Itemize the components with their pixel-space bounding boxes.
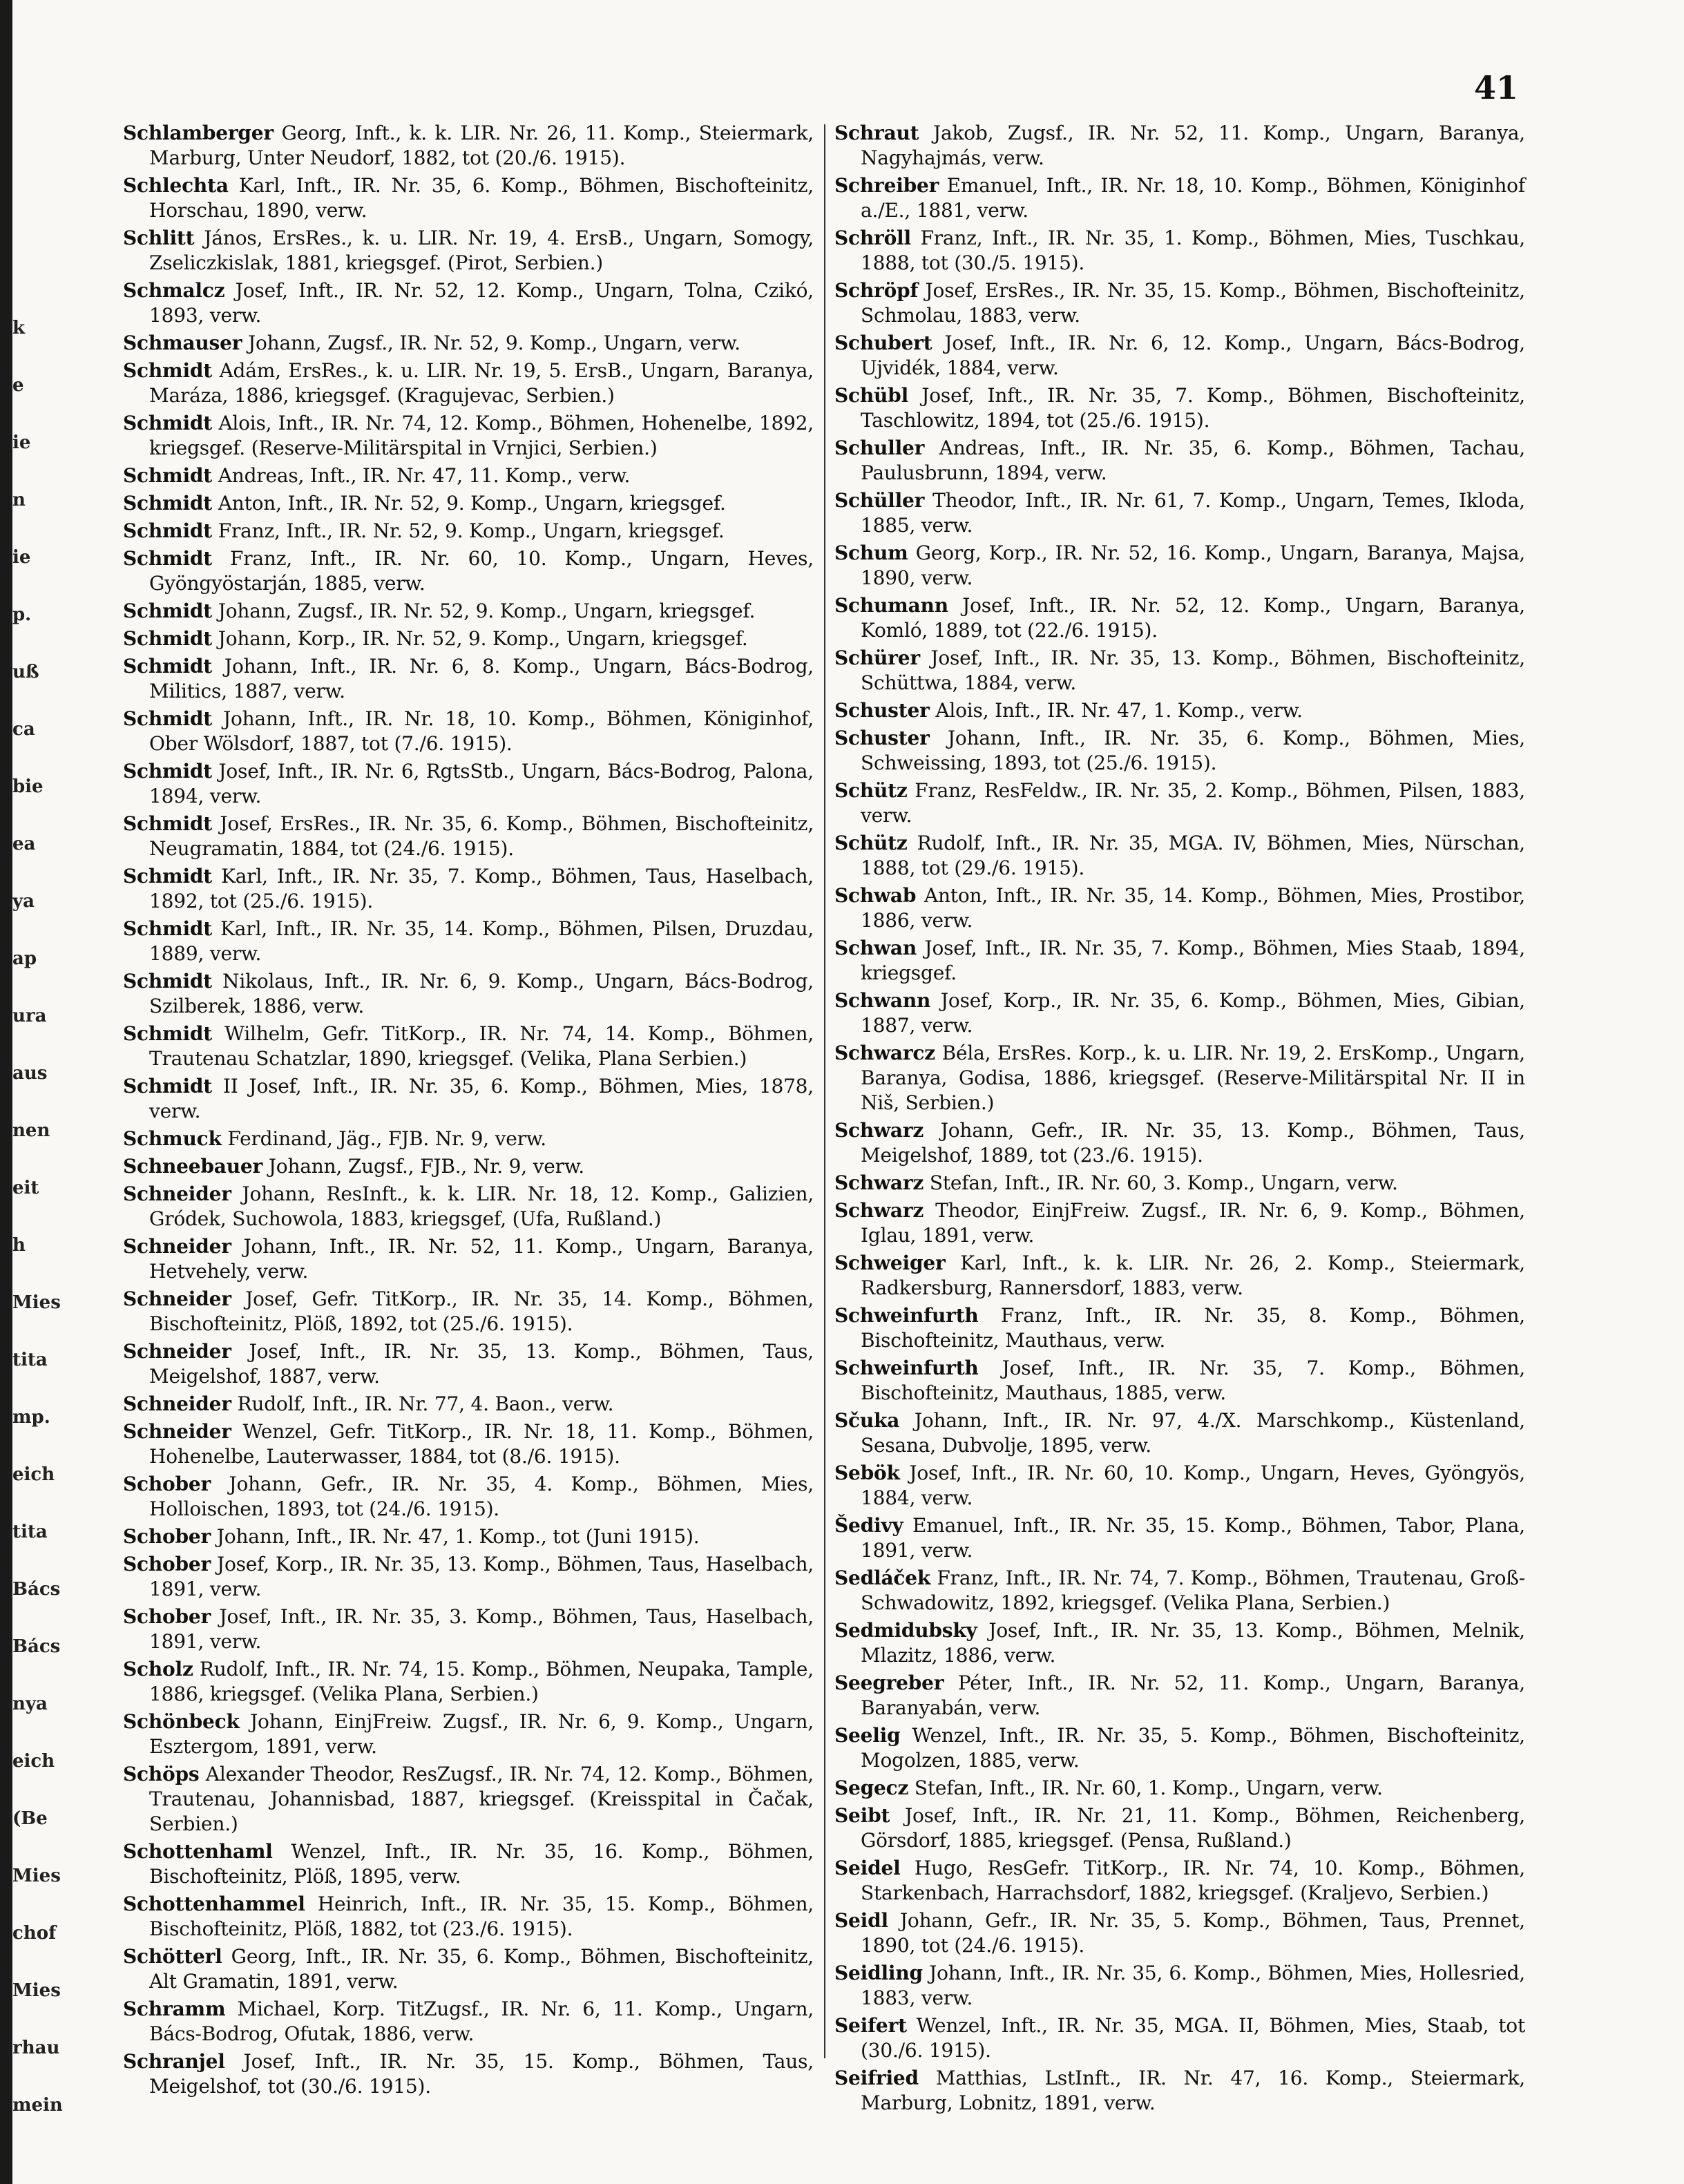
casualty-entry [123,1709,814,1759]
entry-details: Josef, Korp., IR. Nr. 35, 6. Komp., Böhmen, Mies, Gibian, 1887, verw. [861,989,1525,1037]
entry-details: Johann, Gefr., IR. Nr. 35, 13. Komp., Böhmen, Taus, Meigelshof, 1889, tot (23./6. 1915). [861,1119,1525,1167]
entry-surname: Schraut [834,122,919,144]
margin-fragment: tita [12,1350,48,1370]
entry-details: Josef, Inft., IR. Nr. 52, 12. Komp., Ungarn, Tolna, Czikó, 1893, verw. [149,279,814,327]
entry-details: Rudolf, Inft., IR. Nr. 74, 15. Komp., Böhmen, Neupaka, Tample, 1886, kriegsgef. (Velika Plana, Serbien.) [149,1658,814,1705]
casualty-entry [834,1041,1525,1115]
margin-fragment: h [12,1235,26,1256]
casualty-entry [834,1356,1525,1406]
margin-fragment: Bács [12,1579,61,1600]
entry-details: Josef, Inft., IR. Nr. 6, 12. Komp., Ungarn, Bács-Bodrog, Ujvidék, 1884, verw. [861,332,1525,379]
margin-fragment: eich [12,1751,55,1772]
column-divider [824,124,825,2058]
entry-details: Josef, Inft., IR. Nr. 35, 7. Komp., Böhmen, Bischofteinitz, Mauthaus, 1885, verw. [861,1357,1525,1404]
casualty-entry [834,698,1525,723]
entry-details: Josef, Inft., IR. Nr. 35, 13. Komp., Böhmen, Melnik, Mlazitz, 1886, verw. [861,1619,1525,1667]
entry-details: Nikolaus, Inft., IR. Nr. 6, 9. Komp., Ungarn, Bács-Bodrog, Szilberek, 1886, verw. [149,970,814,1017]
entry-details: Josef, Gefr. TitKorp., IR. Nr. 35, 14. Komp., Böhmen, Bischofteinitz, Plöß, 1892, tot (25./6. 1915). [149,1287,814,1335]
margin-fragment: nya [12,1694,48,1714]
casualty-entry [123,917,814,966]
entry-details: Johann, Inft., IR. Nr. 47, 1. Komp., tot (Juni 1915). [216,1525,700,1548]
casualty-entry [123,1127,814,1151]
casualty-entry [123,358,814,408]
casualty-entry [834,831,1525,881]
casualty-entry [834,1198,1525,1248]
margin-fragment: ya [12,891,35,912]
casualty-entry [123,278,814,328]
entry-surname: Schmidt [123,970,213,993]
entry-surname: Seibt [834,1804,890,1827]
entry-surname: Schuster [834,699,930,722]
entry-details: Franz, Inft., IR. Nr. 52, 9. Komp., Ungarn, kriegsgef. [218,519,725,542]
entry-surname: Schlitt [123,227,195,249]
casualty-entry [123,969,814,1019]
entry-surname: Schmidt [123,627,213,650]
entry-surname: Schober [123,1553,211,1575]
entry-details: Andreas, Inft., IR. Nr. 35, 6. Komp., Böhmen, Tachau, Paulusbrunn, 1894, verw. [861,437,1526,484]
entry-details: Wenzel, Gefr. TitKorp., IR. Nr. 18, 11. Komp., Böhmen, Hohenelbe, Lauterwasser, 1884, tot (8./6. 1915). [149,1420,814,1468]
entry-details: Johann, Zugsf., IR. Nr. 52, 9. Komp., Ungarn, kriegsgef. [218,600,756,622]
margin-fragment: chof [12,1923,57,1944]
entry-surname: Schlamberger [123,122,274,144]
entry-surname: Schwarz [834,1119,924,1142]
casualty-entry [123,121,814,171]
entry-details: Franz, ResFeldw., IR. Nr. 35, 2. Komp., Böhmen, Pilsen, 1883, verw. [861,779,1525,827]
margin-fragment: Mies [12,1980,61,2001]
casualty-entry [834,1513,1525,1563]
entry-details: Johann, Zugsf., FJB., Nr. 9, verw. [268,1155,584,1178]
casualty-entry [834,226,1525,276]
entry-surname: Schmidt [123,492,213,515]
margin-fragment: bie [12,776,44,797]
casualty-entry [834,2066,1525,2116]
entry-details: Johann, Inft., IR. Nr. 52, 11. Komp., Ungarn, Baranya, Hetvehely, verw. [149,1235,814,1283]
margin-fragment: (Be [12,1808,48,1829]
entry-details: Alexander Theodor, ResZugsf., IR. Nr. 74, 12. Komp., Böhmen, Trautenau, Johannisbad, 1887, kriegsgef. (Kreisspital in Čačak, Serbien.) [149,1763,814,1835]
casualty-entry [123,519,814,544]
entry-surname: Schottenhammel [123,1893,305,1915]
entry-surname: Sedmidubsky [834,1619,977,1642]
entry-details: Andreas, Inft., IR. Nr. 47, 11. Komp., verw. [218,464,631,487]
entry-surname: Schneider [123,1340,231,1363]
entry-details: Theodor, EinjFreiw. Zugsf., IR. Nr. 6, 9. Komp., Böhmen, Iglau, 1891, verw. [861,1199,1525,1247]
casualty-entry [834,593,1525,643]
entry-surname: Seidl [834,1909,888,1932]
margin-fragment: n [12,490,26,510]
entry-surname: Schwab [834,884,917,907]
casualty-entry [834,1118,1525,1168]
entry-details: Georg, Inft., IR. Nr. 35, 6. Komp., Böhmen, Bischofteinitz, Alt Gramatin, 1891, verw. [149,1945,814,1993]
margin-fragment: ca [12,719,35,740]
casualty-entry [834,1671,1525,1721]
entry-details: Franz, Inft., IR. Nr. 74, 7. Komp., Böhmen, Trautenau, Groß-Schwadowitz, 1892, kriegsgef. (Velika Plana, Serbien.) [861,1567,1525,1614]
margin-fragment: eich [12,1464,55,1485]
entry-details: Matthias, LstInft., IR. Nr. 47, 16. Komp., Steiermark, Marburg, Lobnitz, 1891, verw. [861,2067,1525,2114]
margin-fragment: Bács [12,1636,61,1657]
entry-details: Josef, Inft., IR. Nr. 35, 13. Komp., Böhmen, Taus, Meigelshof, 1887, verw. [149,1340,814,1388]
margin-fragment: ie [12,547,31,568]
entry-details: Josef, ErsRes., IR. Nr. 35, 6. Komp., Böhmen, Bischofteinitz, Neugramatin, 1884, tot (24./6. 1915). [149,812,814,860]
entry-surname: Schottenhaml [123,1840,273,1863]
casualty-entry [123,599,814,624]
casualty-entry [834,331,1525,381]
entry-details: Josef, Inft., IR. Nr. 6, RgtsStb., Ungarn, Bács-Bodrog, Palona, 1894, verw. [149,760,814,807]
casualty-entry [834,1961,1525,2011]
margin-fragment: tita [12,1522,48,1542]
entry-details: Karl, Inft., k. k. LIR. Nr. 26, 2. Komp., Steiermark, Radkersburg, Rannersdorf, 1883, verw. [861,1252,1525,1299]
entry-surname: Schmidt [123,760,213,783]
adjacent-page-margin [12,0,63,2184]
entry-surname: Schwarz [834,1171,924,1194]
entry-details: Johann, Inft., IR. Nr. 35, 6. Komp., Böhmen, Mies, Schweissing, 1893, tot (25./6. 1915). [861,727,1525,774]
entry-details: Heinrich, Inft., IR. Nr. 35, 15. Komp., Böhmen, Bischofteinitz, Plöß, 1882, tot (23./6. 1915). [149,1893,814,1940]
entry-surname: Schütz [834,779,908,802]
entry-details: Johann, Korp., IR. Nr. 52, 9. Komp., Ungarn, kriegsgef. [218,627,748,650]
margin-fragment: mein [12,2095,63,2116]
margin-fragment: ie [12,432,31,453]
entry-surname: Scholz [123,1658,193,1680]
entry-details: Georg, Korp., IR. Nr. 52, 16. Komp., Ungarn, Baranya, Majsa, 1890, verw. [861,542,1526,589]
casualty-entry [123,1182,814,1232]
casualty-entry [123,1154,814,1179]
casualty-entry [123,812,814,861]
entry-surname: Schmidt [123,600,213,622]
casualty-entry [834,726,1525,776]
entry-details: Wenzel, Inft., IR. Nr. 35, 5. Komp., Böhmen, Bischofteinitz, Mogolzen, 1885, verw. [861,1724,1525,1772]
casualty-entry [123,626,814,651]
entry-surname: Schröpf [834,279,919,302]
entry-surname: Seidel [834,1857,901,1879]
casualty-entry [123,1339,814,1389]
entry-surname: Schmidt [123,917,213,940]
casualty-entry [123,1419,814,1469]
entry-details: Johann, Inft., IR. Nr. 18, 10. Komp., Böhmen, Königinhof, Ober Wölsdorf, 1887, tot (7./6. 1915). [149,707,814,755]
entry-details: Rudolf, Inft., IR. Nr. 35, MGA. IV, Böhmen, Mies, Nürschan, 1888, tot (29./6. 1915). [861,832,1526,879]
entry-surname: Schneebauer [123,1155,263,1178]
casualty-entry [834,1303,1525,1353]
entry-details: Stefan, Inft., IR. Nr. 60, 3. Komp., Ungarn, verw. [929,1171,1398,1194]
entry-details: Josef, Inft., IR. Nr. 35, 15. Komp., Böhmen, Taus, Meigelshof, tot (30./6. 1915). [149,2050,814,2098]
casualty-entry [834,1251,1525,1301]
casualty-entry [123,1762,814,1837]
casualty-entry [834,1566,1525,1616]
entry-surname: Schober [123,1605,211,1628]
entry-surname: Schmidt [123,547,213,570]
casualty-entry [834,1856,1525,1906]
casualty-entry [123,491,814,516]
casualty-entry [834,988,1525,1038]
right-column [834,121,1525,2118]
entry-details: Adám, ErsRes., k. u. LIR. Nr. 19, 5. ErsB., Ungarn, Baranya, Maráza, 1886, kriegsgef. (Kragujevac, Serbien.) [149,359,814,407]
entry-details: Emanuel, Inft., IR. Nr. 18, 10. Komp., Böhmen, Königinhof a./E., 1881, verw. [861,174,1525,222]
entry-details: Johann, ResInft., k. k. LIR. Nr. 18, 12. Komp., Galizien, Gródek, Suchowola, 1883, kriegsgef, (Ufa, Rußland.) [149,1182,814,1230]
casualty-entry [834,1408,1525,1458]
entry-surname: Schranjel [123,2050,225,2073]
casualty-entry [123,1997,814,2047]
casualty-entry [123,707,814,756]
casualty-entry [834,778,1525,828]
entry-details: János, ErsRes., k. u. LIR. Nr. 19, 4. ErsB., Ungarn, Somogy, Zseliczkislak, 1881, kriegsgef. (Pirot, Serbien.) [149,227,814,274]
margin-fragment: nen [12,1120,50,1141]
margin-fragment: k [12,318,26,338]
entry-details: Johann, Gefr., IR. Nr. 35, 4. Komp., Böhmen, Mies, Holloischen, 1893, tot (24./6. 1915). [149,1473,814,1520]
entry-details: Josef, Inft., IR. Nr. 35, 13. Komp., Böhmen, Bischofteinitz, Schüttwa, 1884, verw. [861,646,1526,694]
entry-surname: Schubert [834,332,932,354]
entry-details: Alois, Inft., IR. Nr. 74, 12. Komp., Böhmen, Hohenelbe, 1892, kriegsgef. (Reserve-Militärspital in Vrnjici, Serbien.) [149,412,814,459]
entry-surname: Seelig [834,1724,901,1747]
entry-details: Josef, ErsRes., IR. Nr. 35, 15. Komp., Böhmen, Bischofteinitz, Schmolau, 1883, verw. [861,279,1525,327]
entry-surname: Schweiger [834,1252,946,1274]
entry-surname: Schneider [123,1182,231,1205]
entry-surname: Schuller [834,437,925,459]
page-binding-edge [0,0,12,2184]
entry-surname: Schramm [123,1998,226,2020]
casualty-entry [123,1657,814,1707]
casualty-entry [834,1461,1525,1511]
entry-details: Anton, Inft., IR. Nr. 35, 14. Komp., Böhmen, Mies, Prostibor, 1886, verw. [861,884,1525,932]
entry-details: Wilhelm, Gefr. TitKorp., IR. Nr. 74, 14. Komp., Böhmen, Trautenau Schatzlar, 1890, kriegsgef. (Velika, Plana Serbien.) [149,1022,814,1070]
entry-details: Ferdinand, Jäg., FJB. Nr. 9, verw. [227,1127,546,1150]
margin-fragment: Mies [12,1292,61,1313]
entry-surname: Segecz [834,1776,909,1799]
entry-surname: Schmidt [123,464,213,487]
casualty-entry [834,436,1525,486]
casualty-entry [123,1839,814,1889]
entry-details: Wenzel, Inft., IR. Nr. 35, 16. Komp., Böhmen, Bischofteinitz, Plöß, 1895, verw. [149,1840,814,1888]
casualty-entry [123,864,814,914]
casualty-entry [834,1618,1525,1668]
margin-fragment: aus [12,1063,48,1084]
entry-surname: Schmidt [123,655,213,678]
margin-fragment: Mies [12,1866,61,1886]
casualty-entry [123,1524,814,1549]
entry-surname: Seidling [834,1962,923,1984]
casualty-entry [123,1472,814,1522]
entry-surname: Schwann [834,989,931,1012]
entry-surname: Schröll [834,227,911,249]
entry-details: Anton, Inft., IR. Nr. 52, 9. Komp., Ungarn, kriegsgef. [218,492,726,515]
entry-surname: Schönbeck [123,1710,240,1733]
entry-surname: Seifried [834,2067,919,2089]
casualty-entry [834,383,1525,433]
casualty-entry [123,463,814,488]
entry-surname: Schmauser [123,332,242,354]
entry-details: Johann, Zugsf., IR. Nr. 52, 9. Komp., Ungarn, verw. [248,332,740,354]
entry-details: Josef, Inft., IR. Nr. 35, 7. Komp., Böhmen, Bischofteinitz, Taschlowitz, 1894, tot (25./6. 1915). [861,384,1525,432]
margin-fragment: e [12,375,24,396]
entry-details: Johann, Inft., IR. Nr. 97, 4./X. Marschkomp., Küstenland, Sesana, Dubvolje, 1895, verw. [861,1409,1526,1457]
entry-details: Stefan, Inft., IR. Nr. 60, 1. Komp., Ungarn, verw. [914,1776,1383,1799]
entry-surname: Schneider [123,1420,231,1443]
entry-surname: Schüller [834,489,925,512]
entry-surname: Schürer [834,646,920,669]
entry-surname: Schmidt [123,519,213,542]
casualty-entry [834,2013,1525,2063]
entry-details: Karl, Inft., IR. Nr. 35, 6. Komp., Böhmen, Bischofteinitz, Horschau, 1890, verw. [149,174,814,222]
casualty-entry [834,883,1525,933]
casualty-entry [834,1803,1525,1853]
entry-details: Josef, Inft., IR. Nr. 35, 7. Komp., Böhmen, Mies Staab, 1894, kriegsgef. [861,937,1525,984]
entry-surname: Schumann [834,594,948,617]
entry-surname: Schum [834,542,908,564]
casualty-entry [834,488,1525,538]
casualty-entry [123,1892,814,1942]
margin-fragment: ap [12,948,37,969]
entry-details: Alois, Inft., IR. Nr. 47, 1. Komp., verw. [935,699,1303,722]
entry-surname: Seegreber [834,1671,944,1694]
casualty-entry [123,1022,814,1071]
margin-fragment: ura [12,1006,47,1026]
entry-surname: Sebök [834,1462,900,1484]
entry-surname: Schweinfurth [834,1304,979,1327]
casualty-entry [123,1234,814,1284]
entry-surname: Schmidt [123,1075,213,1098]
margin-fragment: eit [12,1178,39,1198]
casualty-entry [123,331,814,356]
left-column [123,121,814,2102]
casualty-entry [123,759,814,809]
casualty-entry [123,1392,814,1417]
entry-surname: Schmidt [123,865,213,888]
entry-details: Rudolf, Inft., IR. Nr. 77, 4. Baon., verw. [237,1392,614,1415]
casualty-entry [834,1723,1525,1773]
casualty-entry [834,541,1525,591]
casualty-entry [123,1944,814,1994]
entry-surname: Schmalcz [123,279,225,302]
casualty-entry [123,1074,814,1124]
casualty-entry [123,546,814,596]
casualty-entry [834,936,1525,986]
entry-details: II Josef, Inft., IR. Nr. 35, 6. Komp., Böhmen, Mies, 1878, verw. [149,1075,814,1122]
casualty-entry [123,1552,814,1602]
entry-surname: Schober [123,1473,211,1495]
entry-surname: Schlechta [123,174,229,197]
casualty-entry [834,1171,1525,1196]
entry-surname: Schmidt [123,1022,213,1045]
entry-details: Hugo, ResGefr. TitKorp., IR. Nr. 74, 10. Komp., Böhmen, Starkenbach, Harrachsdorf, 1882, kriegsgef. (Kraljevo, Serbien.) [861,1857,1526,1904]
entry-details: Franz, Inft., IR. Nr. 35, 8. Komp., Böhmen, Bischofteinitz, Mauthaus, verw. [861,1304,1525,1352]
entry-surname: Schwan [834,937,917,959]
entry-details: Franz, Inft., IR. Nr. 35, 1. Komp., Böhmen, Mies, Tuschkau, 1888, tot (30./5. 1915). [861,227,1525,274]
margin-fragment: rhau [12,2038,60,2058]
entry-details: Johann, Inft., IR. Nr. 6, 8. Komp., Ungarn, Bács-Bodrog, Militics, 1887, verw. [149,655,814,702]
entry-details: Josef, Inft., IR. Nr. 60, 10. Komp., Ungarn, Heves, Gyöngyös, 1884, verw. [861,1462,1526,1509]
entry-details: Josef, Inft., IR. Nr. 52, 12. Komp., Ungarn, Baranya, Komló, 1889, tot (22./6. 1915). [861,594,1526,642]
margin-fragment: p. [12,604,32,625]
margin-fragment: uß [12,662,39,682]
entry-details: Jakob, Zugsf., IR. Nr. 52, 11. Komp., Ungarn, Baranya, Nagyhajmás, verw. [861,122,1526,169]
entry-surname: Sedláček [834,1567,931,1589]
casualty-entry [123,226,814,276]
casualty-entry [123,2049,814,2099]
entry-surname: Schneider [123,1235,231,1258]
entry-details: Johann, EinjFreiw. Zugsf., IR. Nr. 6, 9. Komp., Ungarn, Esztergom, 1891, verw. [149,1710,814,1758]
entry-surname: Schmidt [123,707,213,730]
entry-surname: Schwarz [834,1199,924,1222]
entry-details: Josef, Korp., IR. Nr. 35, 13. Komp., Böhmen, Taus, Haselbach, 1891, verw. [149,1553,814,1600]
casualty-entry [123,654,814,704]
casualty-entry [834,1908,1525,1958]
margin-fragment: ea [12,834,36,854]
page-number: 41 [1473,69,1518,106]
entry-details: Karl, Inft., IR. Nr. 35, 14. Komp., Böhmen, Pilsen, Druzdau, 1889, verw. [149,917,814,965]
casualty-entry [834,646,1525,696]
entry-details: Josef, Inft., IR. Nr. 21, 11. Komp., Böhmen, Reichenberg, Görsdorf, 1885, kriegsgef. (Pensa, Rußland.) [861,1804,1525,1852]
entry-details: Johann, Gefr., IR. Nr. 35, 5. Komp., Böhmen, Taus, Prennet, 1890, tot (24./6. 1915). [861,1909,1526,1957]
entry-surname: Schmuck [123,1127,222,1150]
entry-surname: Schmidt [123,412,213,434]
casualty-entry [834,1776,1525,1801]
entry-details: Franz, Inft., IR. Nr. 60, 10. Komp., Ungarn, Heves, Gyöngyöstarján, 1885, verw. [149,547,814,595]
entry-surname: Schreiber [834,174,939,197]
casualty-entry [123,1287,814,1337]
entry-details: Johann, Inft., IR. Nr. 35, 6. Komp., Böhmen, Mies, Hollesried, 1883, verw. [861,1962,1525,2009]
entry-surname: Schneider [123,1392,231,1415]
entry-surname: Schwarcz [834,1042,935,1064]
entry-surname: Schütz [834,832,908,854]
entry-surname: Seifert [834,2014,907,2037]
casualty-entry [123,1605,814,1654]
entry-surname: Schober [123,1525,211,1548]
entry-details: Georg, Inft., k. k. LIR. Nr. 26, 11. Komp., Steiermark, Marburg, Unter Neudorf, 1882, tot (20./6. 1915). [149,122,814,169]
entry-surname: Schübl [834,384,908,407]
entry-surname: Schuster [834,727,930,749]
entry-details: Michael, Korp. TitZugsf., IR. Nr. 6, 11. Komp., Ungarn, Bács-Bodrog, Ofutak, 1886, verw. [149,1998,814,2045]
entry-surname: Sčuka [834,1409,900,1432]
entry-details: Emanuel, Inft., IR. Nr. 35, 15. Komp., Böhmen, Tabor, Plana, 1891, verw. [861,1514,1525,1562]
entry-surname: Schötterl [123,1945,222,1968]
entry-surname: Schmidt [123,359,213,382]
entry-surname: Schmidt [123,812,213,835]
margin-fragment: mp. [12,1407,50,1428]
entry-details: Wenzel, Inft., IR. Nr. 35, MGA. II, Böhmen, Mies, Staab, tot (30./6. 1915). [861,2014,1525,2062]
entry-details: Karl, Inft., IR. Nr. 35, 7. Komp., Böhmen, Taus, Haselbach, 1892, tot (25./6. 1915). [149,865,814,912]
entry-details: Josef, Inft., IR. Nr. 35, 3. Komp., Böhmen, Taus, Haselbach, 1891, verw. [149,1605,814,1653]
casualty-entry [834,278,1525,328]
entry-surname: Šedivy [834,1514,903,1537]
entry-surname: Schneider [123,1287,231,1310]
casualty-entry [123,173,814,223]
casualty-entry [834,121,1525,171]
entry-details: Theodor, Inft., IR. Nr. 61, 7. Komp., Ungarn, Temes, Ikloda, 1885, verw. [861,489,1525,537]
casualty-entry [123,411,814,461]
entry-details: Béla, ErsRes. Korp., k. u. LIR. Nr. 19, 2. ErsKomp., Ungarn, Baranya, Godisa, 1886, kriegsgef. (Reserve-Militärspital Nr. II in Niš, Serbien.) [861,1042,1525,1114]
entry-surname: Schöps [123,1763,200,1785]
entry-surname: Schweinfurth [834,1357,979,1379]
entry-details: Péter, Inft., IR. Nr. 52, 11. Komp., Ungarn, Baranya, Baranyabán, verw. [861,1671,1525,1719]
casualty-entry [834,173,1525,223]
